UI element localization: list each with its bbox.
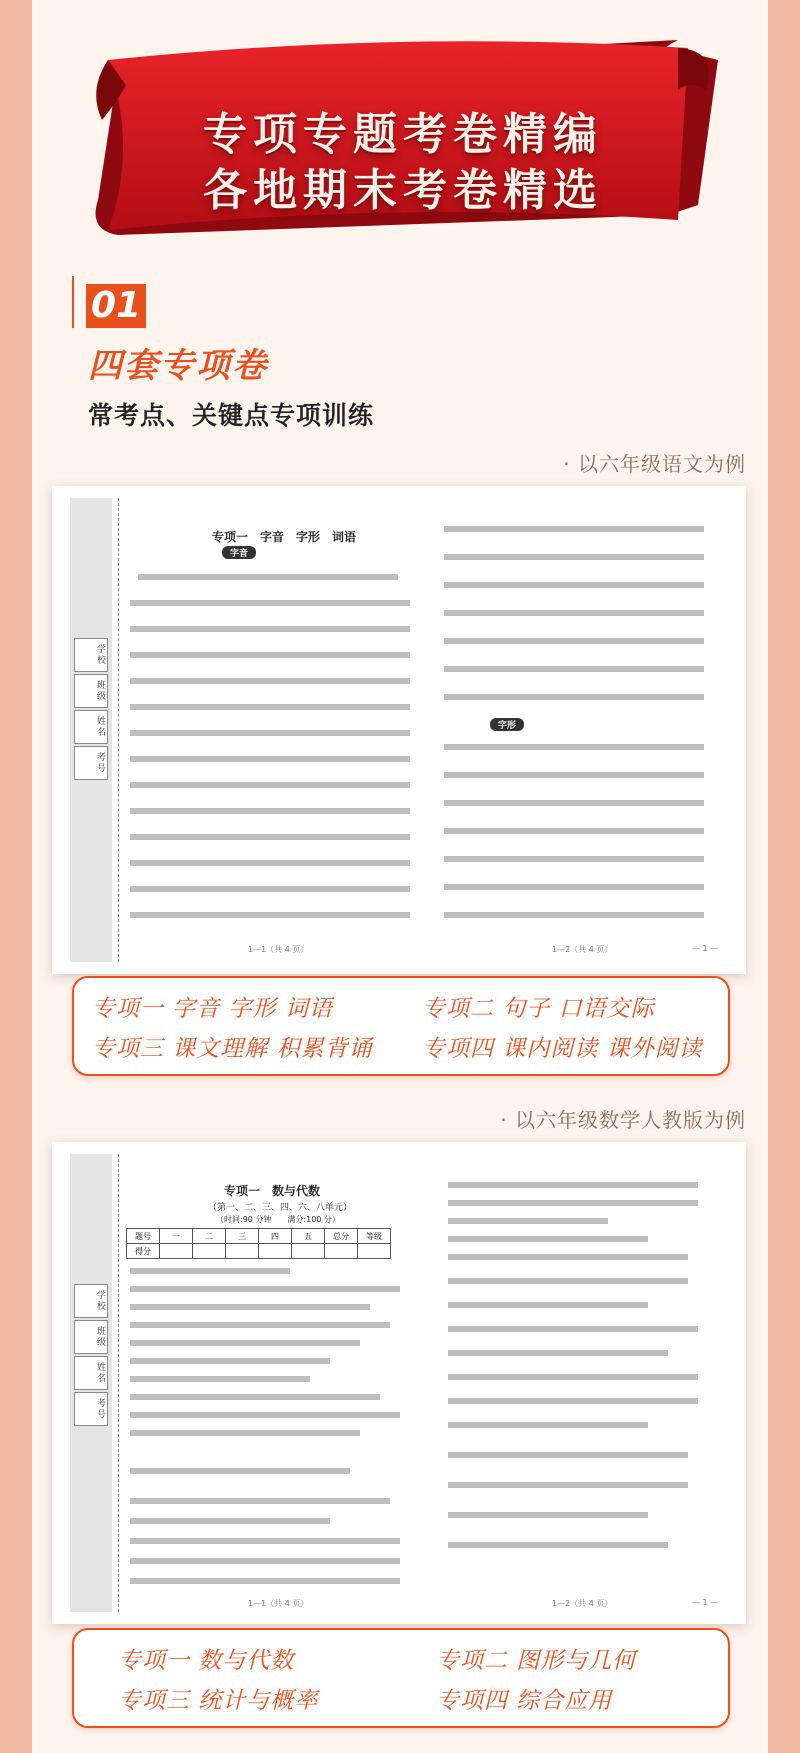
topic-item: 专项三 统计与概率 — [118, 1688, 319, 1714]
page-label-left: 1—1（共 4 页） — [248, 1599, 309, 1608]
field-id: 考号 — [74, 1392, 108, 1426]
example-caption-math: · 以六年级数学人教版为例 — [500, 1108, 746, 1132]
binding-strip — [70, 1154, 112, 1612]
section-number-badge: 01 — [86, 284, 146, 328]
field-class: 班级 — [74, 1320, 108, 1354]
field-id: 考号 — [74, 746, 108, 780]
word-grid-right — [444, 526, 734, 946]
page-label-left: 1—1（共 4 页） — [248, 945, 309, 954]
paper-preview-chinese — [52, 486, 746, 974]
topic-item: 专项三 课文理解 积累背诵 — [92, 1036, 373, 1062]
score-header: 一 — [160, 1229, 193, 1244]
left-margin — [0, 0, 32, 1753]
word-grid-left — [130, 570, 430, 930]
score-row-label: 得分 — [127, 1244, 160, 1259]
topics-box-chinese — [72, 976, 730, 1076]
topic-item: 专项一 字音 字形 词语 — [92, 996, 333, 1022]
score-header: 五 — [292, 1229, 325, 1244]
page-label-right: 1—2（共 4 页） — [552, 1599, 613, 1608]
field-school: 学校 — [74, 1284, 108, 1318]
topic-item: 专项二 句子 口语交际 — [422, 996, 655, 1022]
paper-heading: 专项一 数与代数 — [224, 1184, 321, 1198]
page-number: — 1 — — [692, 1598, 719, 1607]
score-header: 总分 — [325, 1229, 358, 1244]
question-lines-left — [130, 1268, 430, 1588]
score-header: 等级 — [358, 1229, 391, 1244]
field-school: 学校 — [74, 638, 108, 672]
right-margin — [768, 0, 800, 1753]
field-name: 姓名 — [74, 710, 108, 744]
section-title: 四套专项卷 — [88, 346, 268, 386]
page-number: — 1 — — [692, 944, 719, 953]
banner-ribbon — [78, 30, 728, 240]
section-subtitle: 常考点、关键点专项训练 — [88, 401, 375, 430]
section-badge-glyph: 字形 — [490, 718, 524, 731]
paper-heading: 专项一 字音 字形 词语 — [212, 530, 357, 544]
banner-line-2: 各地期末考卷精选 — [203, 165, 603, 216]
paper-units: （第一、二、三、四、六、八单元） — [208, 1203, 353, 1213]
field-class: 班级 — [74, 674, 108, 708]
field-name: 姓名 — [74, 1356, 108, 1390]
paper-preview-math — [52, 1142, 746, 1624]
topics-box-math — [72, 1628, 730, 1728]
score-header: 四 — [259, 1229, 292, 1244]
topic-item: 专项二 图形与几何 — [436, 1648, 637, 1674]
score-header: 三 — [226, 1229, 259, 1244]
section-badge-pronunciation: 字音 — [222, 546, 256, 559]
paper-time: （时间:90 分钟 满分:100 分） — [216, 1215, 340, 1224]
question-lines-right — [448, 1182, 728, 1582]
page-label-right: 1—2（共 4 页） — [552, 945, 613, 954]
section-divider — [72, 276, 74, 328]
example-caption-chinese: · 以六年级语文为例 — [563, 452, 746, 476]
binding-strip — [70, 498, 112, 962]
cut-line — [118, 1154, 119, 1612]
topic-item: 专项四 课内阅读 课外阅读 — [422, 1036, 703, 1062]
score-header: 二 — [193, 1229, 226, 1244]
banner-line-1: 专项专题考卷精编 — [203, 109, 603, 160]
cut-line — [118, 498, 119, 962]
topic-item: 专项四 综合应用 — [436, 1688, 613, 1714]
topic-item: 专项一 数与代数 — [118, 1648, 295, 1674]
score-table — [126, 1228, 391, 1259]
score-header: 题号 — [127, 1229, 160, 1244]
